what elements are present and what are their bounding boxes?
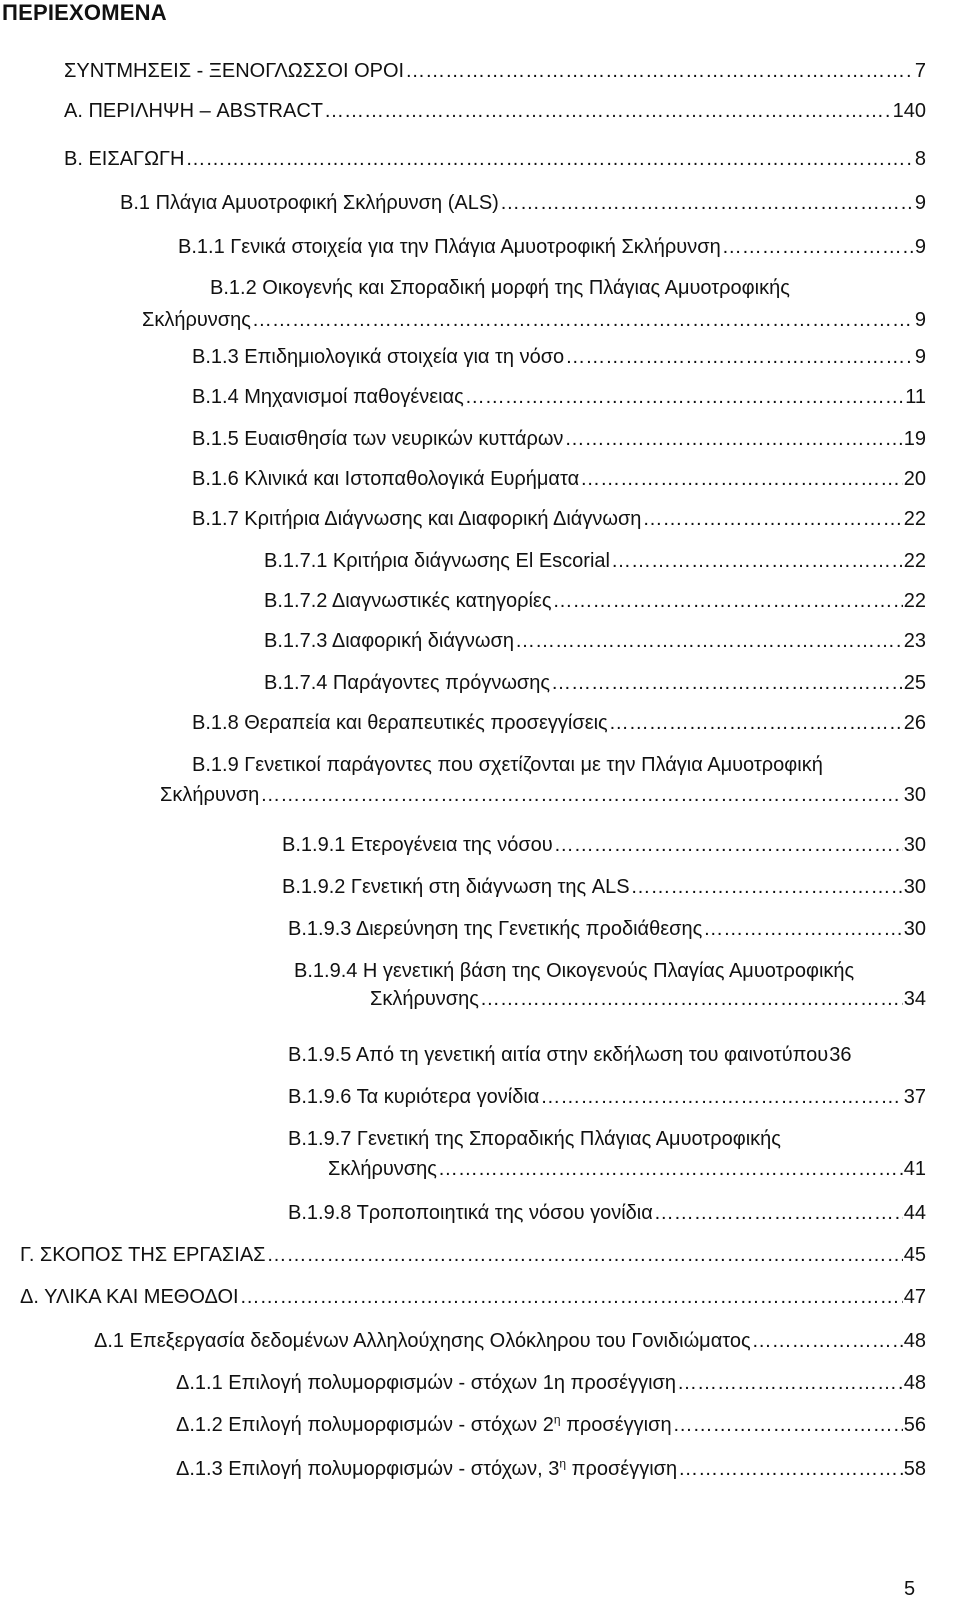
toc-page-number: 23 [903, 630, 926, 652]
superscript: η [553, 1412, 561, 1427]
leader-dots [611, 548, 903, 574]
toc-entry-text-continued: Σκλήρυνσης [328, 1158, 437, 1180]
toc-entry-text: Δ.1.3 Επιλογή πολυμορφισμών - στόχων, 3 [176, 1458, 560, 1480]
leader-dots [677, 1370, 903, 1396]
toc-page-number: 30 [903, 876, 926, 898]
toc-entry[interactable] [288, 916, 926, 942]
toc-entry-text-continued: Σκλήρυνσης [370, 988, 479, 1010]
leader-dots [540, 1084, 902, 1110]
toc-entry[interactable] [288, 1200, 926, 1226]
toc-entry[interactable] [64, 146, 926, 172]
leader-dots [267, 1242, 903, 1268]
page-number: 5 [904, 1578, 916, 1600]
toc-entry[interactable] [264, 548, 926, 574]
toc-page-number: 11 [905, 386, 926, 408]
leader-dots [609, 710, 903, 736]
superscript: η [559, 1456, 567, 1471]
toc-entry[interactable] [176, 1370, 926, 1396]
toc-entry-text: Δ.1.2 Επιλογή πολυμορφισμών - στόχων 2 [176, 1414, 554, 1436]
toc-entry-text: Β.1.7.4 Παράγοντες πρόγνωσης [264, 672, 551, 694]
leader-dots [654, 1200, 903, 1226]
toc-entry[interactable] [120, 190, 926, 216]
toc-entry[interactable] [142, 275, 926, 333]
leader-dots [678, 1456, 903, 1482]
leader-dots [722, 234, 914, 260]
toc-page-number: 56 [903, 1414, 926, 1436]
toc-title: ΠΕΡΙΕΧΟΜΕΝΑ [2, 0, 167, 25]
toc-entry-text-after: προσέγγιση [566, 1458, 678, 1480]
toc-entry-text-continued: Σκλήρυνση [160, 784, 260, 806]
leader-dots [438, 1156, 903, 1182]
toc-page-number: 22 [903, 590, 926, 612]
toc-page-number: 20 [903, 468, 926, 490]
toc-page-number: 9 [914, 236, 926, 258]
toc-page-number: 7 [914, 60, 926, 82]
toc-entry[interactable] [192, 384, 926, 410]
leader-dots [703, 916, 903, 942]
leader-dots [465, 384, 904, 410]
leader-dots [405, 58, 914, 84]
toc-page-number: 48 [903, 1372, 926, 1394]
toc-entry-text: Β.1.9.3 Διερεύνηση της Γενετικής προδιάθεσης [288, 918, 703, 940]
toc-entry[interactable] [20, 1284, 926, 1310]
toc-entry[interactable] [64, 58, 926, 84]
leader-dots [480, 986, 903, 1012]
toc-entry[interactable] [294, 958, 926, 1012]
toc-page-number: 30 [903, 918, 926, 940]
toc-page-number: 26 [903, 712, 926, 734]
toc-page-number: 34 [903, 988, 926, 1010]
toc-page-number: 45 [903, 1244, 926, 1266]
toc-entry[interactable] [282, 832, 926, 858]
toc-page-number: 30 [903, 834, 926, 856]
toc-page-number: 48 [903, 1330, 926, 1352]
toc-page-number: 8 [914, 148, 926, 170]
toc-entry[interactable] [288, 1042, 926, 1068]
toc-page-number: 25 [903, 672, 926, 694]
leader-dots [552, 588, 902, 614]
leader-dots [564, 426, 902, 452]
toc-entry-text: Β.1.9.1 Ετερογένεια της νόσου [282, 834, 553, 856]
toc-entry[interactable] [192, 426, 926, 452]
toc-entry-text: Β.1.7.2 Διαγνωστικές κατηγορίες [264, 590, 552, 612]
toc-page-number: 37 [903, 1086, 926, 1108]
toc-page-number: 19 [903, 428, 926, 450]
toc-page-number: 47 [903, 1286, 926, 1308]
toc-entry[interactable] [264, 588, 926, 614]
toc-entry-text: Β.1.7.3 Διαφορική διάγνωση [264, 630, 515, 652]
toc-entry-text: Β.1.9.4 Η γενετική βάση της Οικογενούς Πλαγίας Αμυοτροφικής [294, 960, 855, 982]
toc-entry-text: Δ.1.1 Επιλογή πολυμορφισμών - στόχων 1η προσέγγιση [176, 1372, 676, 1394]
leader-dots [324, 98, 892, 124]
toc-entry-text: Α. ΠΕΡΙΛΗΨΗ – ABSTRACT [64, 100, 324, 122]
toc-entry[interactable] [176, 1456, 926, 1482]
toc-page-number: 22 [903, 550, 926, 572]
leader-dots [580, 466, 903, 492]
toc-page-number: 9 [914, 192, 926, 214]
leader-dots [565, 344, 914, 370]
leader-dots [631, 874, 903, 900]
toc-entry-text: Β.1.9.6 Τα κυριότερα γονίδια [288, 1086, 540, 1108]
leader-dots [185, 146, 913, 172]
leader-dots [515, 628, 903, 654]
toc-entry[interactable] [178, 234, 926, 260]
toc-entry-text: Β.1.9 Γενετικοί παράγοντες που σχετίζονται με την Πλάγια Αμυοτροφική [192, 754, 823, 776]
leader-dots [642, 506, 902, 532]
toc-entry-text: Β.1.9.5 Από τη γενετική αιτία στην εκδήλωση του φαινοτύπου [288, 1044, 829, 1066]
leader-dots [240, 1284, 903, 1310]
toc-entry[interactable] [264, 670, 926, 696]
toc-entry-text: Β.1.7 Κριτήρια Διάγνωσης και Διαφορική Διάγνωση [192, 508, 642, 530]
toc-entry-text: Β.1 Πλάγια Αμυοτροφική Σκλήρυνση (ALS) [120, 192, 499, 214]
leader-dots [673, 1412, 903, 1438]
toc-entry-text: Β.1.3 Επιδημιολογικά στοιχεία για τη νόσο [192, 346, 565, 368]
toc-entry-text: Β.1.7.1 Κριτήρια διάγνωσης El Escorial [264, 550, 610, 572]
toc-page-number: 30 [903, 784, 926, 806]
toc-entry-text: Β.1.5 Ευαισθησία των νευρικών κυττάρων [192, 428, 564, 450]
toc-entry-text-continued: Σκλήρυνσης [142, 309, 251, 331]
toc-page-number: 140 [892, 100, 926, 122]
toc-page-number: 36 [829, 1044, 852, 1066]
leader-dots [551, 670, 903, 696]
toc-entry[interactable] [192, 344, 926, 370]
toc-entry-text: Β.1.9.8 Τροποποιητικά της νόσου γονίδια [288, 1202, 653, 1224]
toc-page-number: 22 [903, 508, 926, 530]
toc-entry[interactable] [192, 710, 926, 736]
toc-entry-text-after: προσέγγιση [560, 1414, 672, 1436]
toc-entry[interactable] [282, 874, 926, 900]
toc-entry[interactable] [20, 1242, 926, 1268]
toc-entry-text: Δ. ΥΛΙΚΑ ΚΑΙ ΜΕΘΟΔΟΙ [20, 1286, 239, 1308]
toc-entry-text: Β.1.9.2 Γενετική στη διάγνωση της ALS [282, 876, 630, 898]
leader-dots [260, 782, 902, 808]
toc-entry-text: Β.1.2 Οικογενής και Σποραδική μορφή της Πλάγιας Αμυοτροφικής [210, 277, 790, 299]
toc-entry-text: Β.1.6 Κλινικά και Ιστοπαθολογικά Ευρήματα [192, 468, 580, 490]
toc-entry[interactable] [176, 1412, 926, 1438]
toc-entry[interactable] [192, 466, 926, 492]
toc-entry-text: Γ. ΣΚΟΠΟΣ ΤΗΣ ΕΡΓΑΣΙΑΣ [20, 1244, 266, 1266]
leader-dots [500, 190, 914, 216]
toc-entry[interactable] [160, 752, 926, 808]
toc-entry[interactable] [64, 98, 926, 124]
toc-page-number: 9 [914, 346, 926, 368]
toc-entry[interactable] [264, 628, 926, 654]
leader-dots [252, 307, 914, 333]
toc-entry-text: ΣΥΝΤΜΗΣΕΙΣ - ΞΕΝΟΓΛΩΣΣΟΙ ΟΡΟΙ [64, 60, 405, 82]
toc-entry-text: Β.1.4 Μηχανισμοί παθογένειας [192, 386, 464, 408]
toc-page-number: 41 [903, 1158, 926, 1180]
toc-page-number: 9 [914, 309, 926, 331]
toc-entry[interactable] [94, 1328, 926, 1354]
leader-dots [554, 832, 903, 858]
toc-entry-text: Β. ΕΙΣΑΓΩΓΗ [64, 148, 185, 170]
leader-dots [752, 1328, 903, 1354]
toc-entry[interactable] [288, 1126, 926, 1182]
toc-entry-text: Β.1.9.7 Γενετική της Σποραδικής Πλάγιας Αμυοτροφικής [288, 1128, 781, 1150]
toc-page-number: 44 [903, 1202, 926, 1224]
toc-entry[interactable] [192, 506, 926, 532]
toc-entry-text: Β.1.8 Θεραπεία και θεραπευτικές προσεγγίσεις [192, 712, 608, 734]
toc-entry[interactable] [288, 1084, 926, 1110]
toc-entry-text: Β.1.1 Γενικά στοιχεία για την Πλάγια Αμυοτροφική Σκλήρυνση [178, 236, 721, 258]
toc-page-number: 58 [903, 1458, 926, 1480]
toc-entry-text: Δ.1 Επεξεργασία δεδομένων Αλληλούχησης Ολόκληρου του Γονιδιώματος [94, 1330, 751, 1352]
